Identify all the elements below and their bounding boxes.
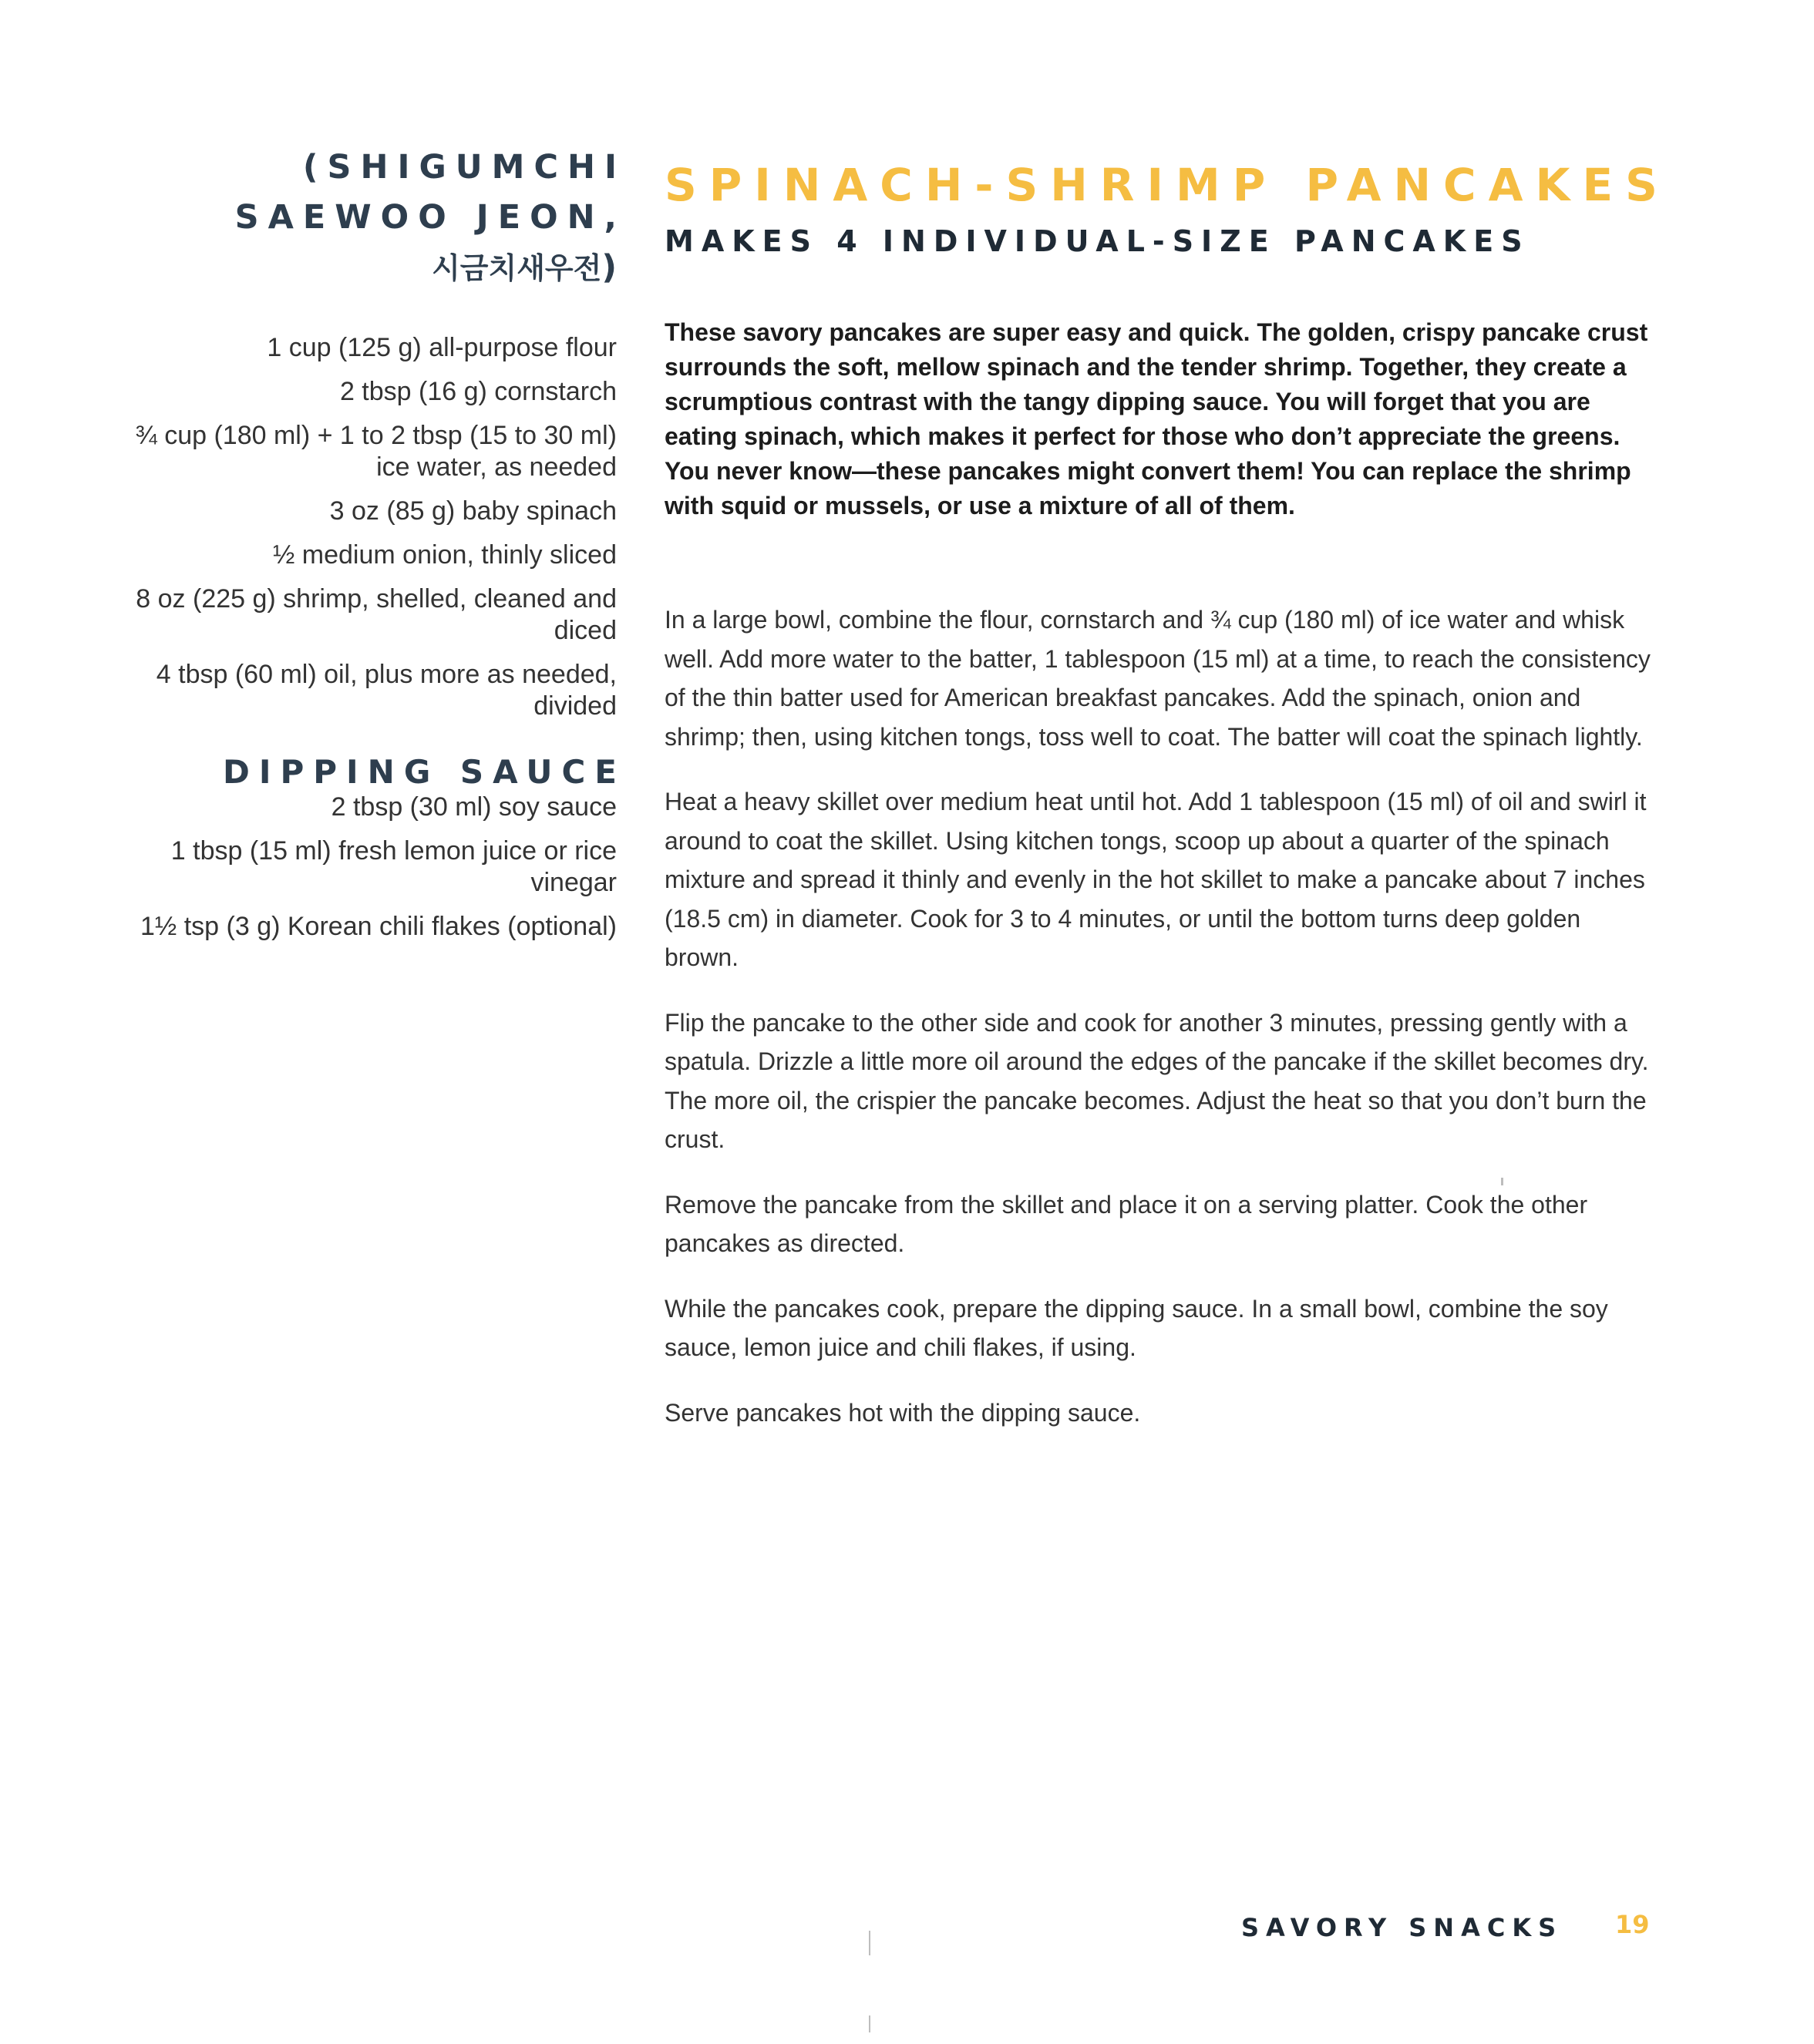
ingredient-item: 8 oz (225 g) shrimp, shelled, cleaned and diced (136, 584, 617, 645)
sauce-ingredient-item: 2 tbsp (30 ml) soy sauce (331, 792, 617, 822)
korean-name-hangul: 시금치새우전 (432, 251, 602, 285)
dipping-sauce-heading: DIPPING SAUCE (222, 753, 626, 791)
method-step: Serve pancakes hot with the dipping sauce. (665, 1398, 1141, 1427)
korean-name-line2: SAEWOO JEON, (234, 198, 626, 237)
sauce-ingredient-item: 1½ tsp (3 g) Korean chili flakes (optional) (140, 912, 617, 941)
scan-artifact (869, 1931, 870, 1955)
method-column (665, 158, 1670, 1458)
sauce-ingredient-list (131, 792, 617, 943)
ingredient-item: 4 tbsp (60 ml) oil, plus more as needed, divided (156, 660, 617, 721)
method-steps (665, 600, 1659, 1432)
ingredient-list (131, 332, 617, 722)
korean-name-line3 (131, 243, 626, 294)
ingredients-column (131, 143, 626, 955)
recipe-title: SPINACH-SHRIMP PANCAKES (665, 159, 1670, 211)
method-step: Flip the pancake to the other side and cook for another 3 minutes, pressing gently with a spatula. Drizzle a little more oil around the edges of the pancake if the skillet becomes dry. The more oil, the crispier the pancake becomes. Adjust the heat so that you don’t burn the crust. (665, 1008, 1649, 1153)
scan-artifact (1501, 1178, 1503, 1185)
ingredient-item: ½ medium onion, thinly sliced (272, 540, 617, 570)
sauce-ingredient-item: 1 tbsp (15 ml) fresh lemon juice or rice vinegar (170, 836, 617, 897)
method-step: Heat a heavy skillet over medium heat until hot. Add 1 tablespoon (15 ml) of oil and swirl it around to coat the skillet. Using kitchen tongs, scoop up about a quarter of the spinach mixture and spread it thinly and evenly in the hot skillet to make a pancake about 7 inches (18.5 cm) in diameter. Cook for 3 to 4 minutes, or until the bottom turns deep golden brown. (665, 788, 1647, 971)
section-footer: SAVORY SNACKS (1241, 1913, 1563, 1942)
recipe-intro: These savory pancakes are super easy and quick. The golden, crispy pancake crust surrounds the soft, mellow spinach and the tender shrimp. Together, they create a scrumptious contrast with the tangy dipping sauce. You will forget that you are eating spinach, which makes it perfect for those who don’t appreciate the greens. You never know—these pancakes might convert them! You can replace the shrimp with squid or mussels, or use a mixture of all of them. (665, 318, 1648, 519)
recipe-yield: MAKES 4 INDIVIDUAL-SIZE PANCAKES (665, 224, 1530, 258)
korean-name-close-paren: ) (601, 248, 626, 287)
method-step: In a large bowl, combine the flour, cornstarch and ¾ cup (180 ml) of ice water and whisk well. Add more water to the batter, 1 tablespoon (15 ml) at a time, to reach the consistency of the thin batter used for American breakfast pancakes. Add the spinach, onion and shrimp; then, using kitchen tongs, toss well to coat. The batter will coat the spinach lightly. (665, 606, 1651, 751)
ingredient-item: ¾ cup (180 ml) + 1 to 2 tbsp (15 to 30 ml) ice water, as needed (135, 421, 617, 482)
ingredient-item: 1 cup (125 g) all-purpose flour (267, 333, 617, 362)
korean-name-heading (131, 143, 626, 294)
scan-artifact (869, 2015, 870, 2032)
page-number: 19 (1615, 1910, 1650, 1939)
korean-name-line1: (SHIGUMCHI (302, 148, 626, 187)
method-step: While the pancakes cook, prepare the dipping sauce. In a small bowl, combine the soy sauce, lemon juice and chili flakes, if using. (665, 1294, 1608, 1361)
ingredient-item: 3 oz (85 g) baby spinach (329, 496, 617, 526)
ingredient-item: 2 tbsp (16 g) cornstarch (339, 377, 617, 406)
method-step: Remove the pancake from the skillet and place it on a serving platter. Cook the other pancakes as directed. (665, 1190, 1588, 1257)
